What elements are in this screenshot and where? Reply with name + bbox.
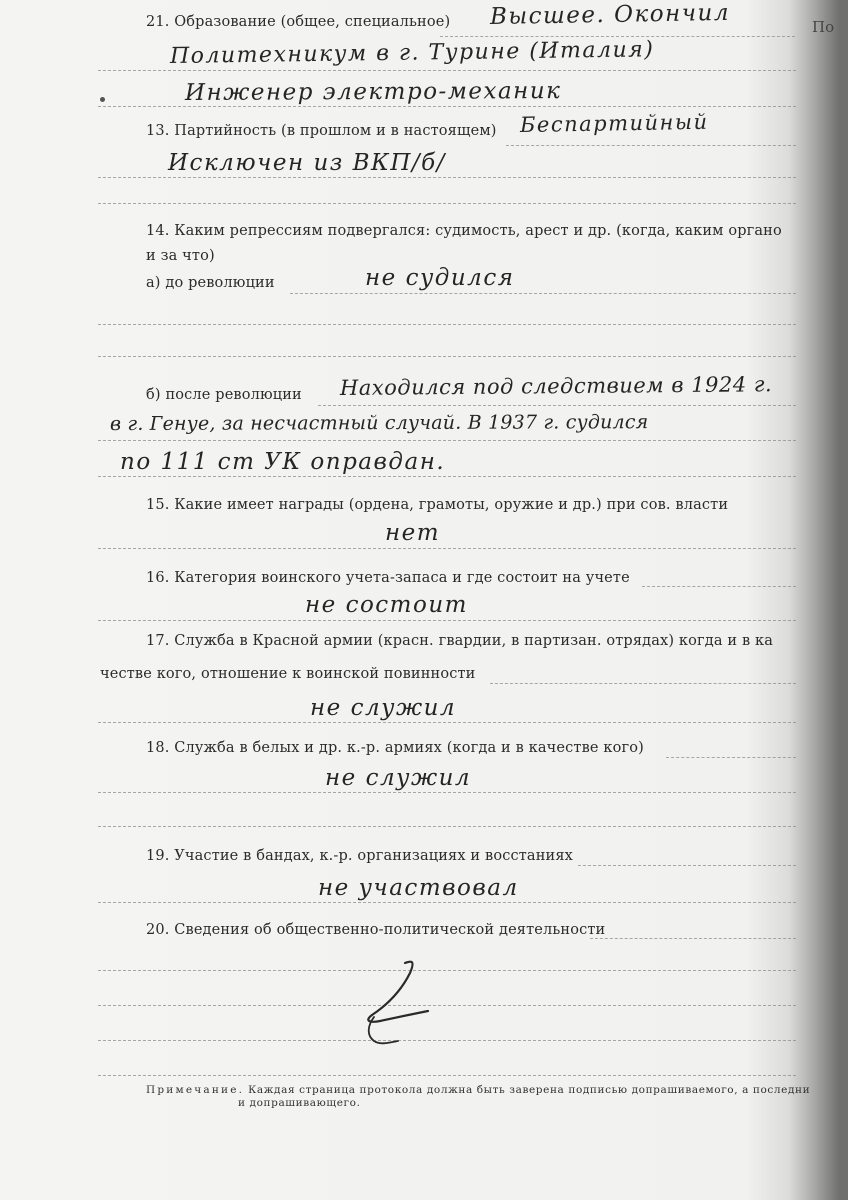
footnote	[146, 1084, 810, 1110]
q19-label: 19. Участие в бандах, к.-р. организациях и восстаниях	[146, 848, 573, 864]
q13-answer-1: Беспартийный	[519, 109, 709, 137]
strike-mark	[350, 955, 440, 1050]
q15-label: 15. Какие имеет награды (ордена, грамоты, оружие и др.) при сов. власти	[146, 497, 729, 513]
q14-label-2: и за что)	[146, 248, 215, 264]
q14-before-label: а) до революции	[146, 275, 275, 291]
q21-answer-3: Инженер электро-механик	[184, 78, 562, 106]
q14-after-answer-1: Находился под следствием в 1924 г.	[339, 372, 773, 400]
q13-answer-2: Исключен из ВКП/б/	[168, 150, 446, 176]
q16-label: 16. Категория воинского учета-запаса и где состоит на учете	[146, 570, 630, 586]
cut-off-text: По	[812, 18, 835, 36]
q14-after-label: б) после революции	[146, 387, 302, 403]
q18-answer: не служил	[325, 765, 472, 791]
q14-after-answer-3: по 111 ст УК оправдан.	[120, 449, 446, 475]
hole-mark	[100, 97, 105, 102]
q13-label: 13. Партийность (в прошлом и в настоящем)	[146, 123, 497, 139]
q14-before-answer: не судился	[365, 265, 515, 291]
footnote-line-2: и допрашивающего.	[238, 1097, 361, 1109]
footnote-line-1: Каждая страница протокола должна быть заверена подписью допрашиваемого, а последни	[248, 1084, 811, 1096]
q14-after-answer-2: в г. Генуе, за несчастный случай. В 1937 г. судился	[109, 411, 649, 435]
q16-answer: не состоит	[305, 592, 468, 618]
q14-label-1: 14. Каким репрессиям подвергался: судимость, арест и др. (когда, каким органо	[146, 223, 782, 239]
q17-answer: не служил	[310, 695, 457, 721]
q19-answer: не участвовал	[318, 875, 519, 901]
q21-answer-2: Политехникум в г. Турине (Италия)	[169, 37, 655, 69]
q20-label: 20. Сведения об общественно-политической деятельности	[146, 922, 606, 938]
q17-label-2: честве кого, отношение к воинской повинности	[100, 666, 476, 682]
q21-label: 21. Образование (общее, специальное)	[146, 14, 451, 30]
footnote-lead: Примечание.	[146, 1084, 245, 1096]
q15-answer: нет	[385, 520, 441, 546]
q21-answer-1: Высшее. Окончил	[489, 0, 731, 30]
q17-label-1: 17. Служба в Красной армии (красн. гвардии, в партизан. отрядах) когда и в ка	[146, 633, 774, 649]
q18-label: 18. Служба в белых и др. к.-р. армиях (когда и в качестве кого)	[146, 740, 644, 756]
